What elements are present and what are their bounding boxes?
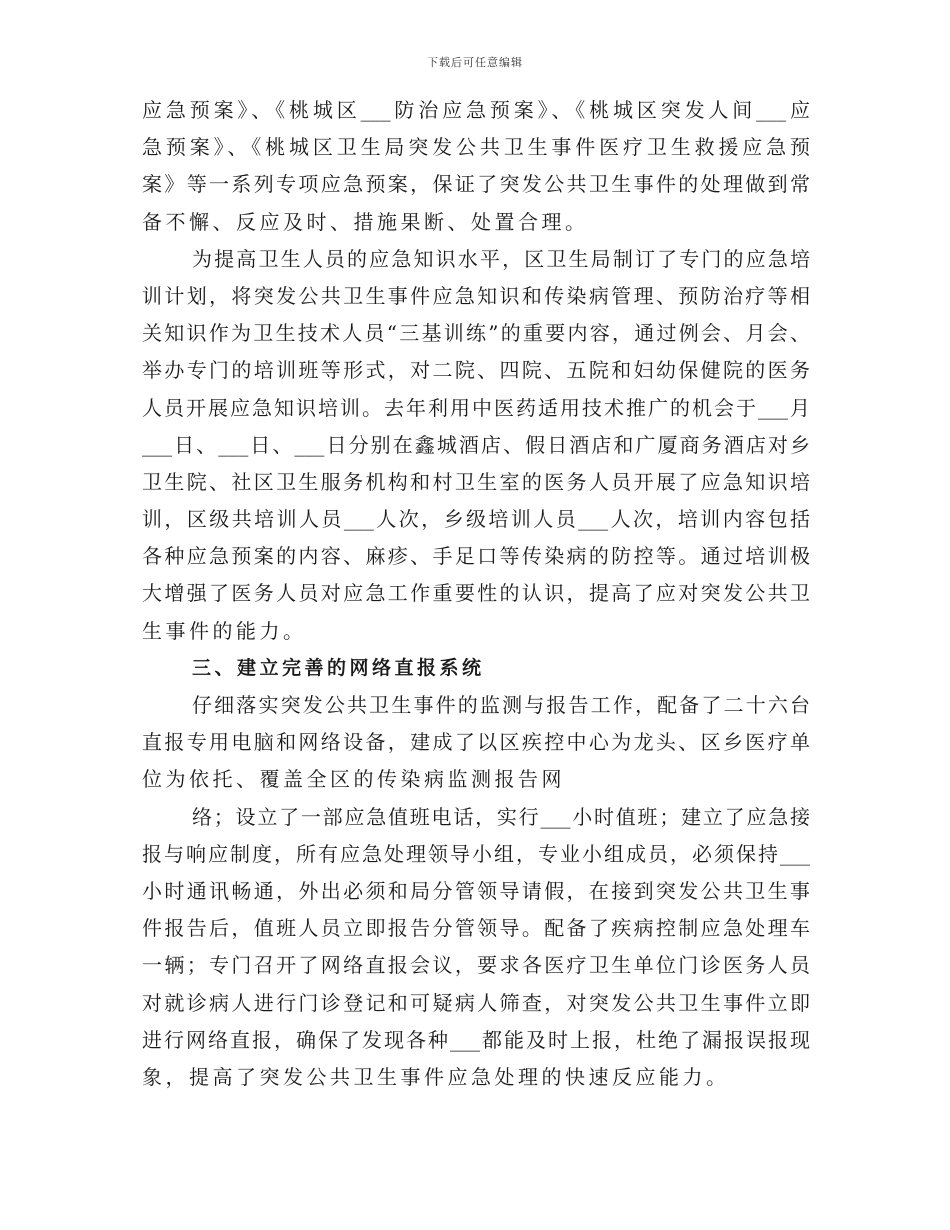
text-line: 一辆；专门召开了网络直报会议，要求各医疗卫生单位门诊医务人员	[142, 953, 810, 978]
text-line: 生事件的能力。	[142, 618, 307, 643]
text-line: 各种应急预案的内容、麻疹、手足口等传染病的防控等。通过培训极	[142, 544, 810, 569]
text-line: 人员开展应急知识培训。去年利用中医药适用技术推广的机会于___月	[142, 395, 810, 420]
text-line: 对就诊病人进行门诊登记和可疑病人筛查，对突发公共卫生事件立即	[142, 990, 810, 1015]
text-line: 举办专门的培训班等形式，对二院、四院、五院和妇幼保健院的医务	[142, 358, 810, 383]
text-line: 训计划，将突发公共卫生事件应急知识和传染病管理、预防治疗等相	[142, 283, 810, 308]
text-line: 关知识作为卫生技术人员“三基训练”的重要内容，通过例会、月会、	[142, 321, 810, 346]
page-header: 下载后可任意编辑	[427, 56, 523, 69]
text-line: 备不懈、反应及时、措施果断、处置合理。	[142, 209, 589, 234]
text-line: 案》等一系列专项应急预案，保证了突发公共卫生事件的处理做到常	[142, 172, 810, 197]
section-heading: 三、建立完善的网络直报系统	[192, 656, 485, 679]
text-line: 进行网络直报，确保了发现各种___都能及时上报，杜绝了漏报误报现	[142, 1027, 810, 1052]
text-line: 为提高卫生人员的应急知识水平，区卫生局制订了专门的应急培	[192, 246, 810, 271]
text-line: 急预案》、《桃城区卫生局突发公共卫生事件医疗卫生救援应急预	[142, 135, 810, 160]
text-line: 卫生院、社区卫生服务机构和村卫生室的医务人员开展了应急知识培	[142, 469, 810, 494]
text-line: 小时通讯畅通，外出必须和局分管领导请假，在接到突发公共卫生事	[142, 878, 810, 903]
text-line: ___日、___日、___日分别在鑫城酒店、假日酒店和广厦商务酒店对乡	[142, 432, 810, 457]
text-line: 象，提高了突发公共卫生事件应急处理的快速反应能力。	[142, 1064, 730, 1089]
text-line: 络；设立了一部应急值班电话，实行___小时值班；建立了应急接	[192, 804, 810, 829]
text-line: 大增强了医务人员对应急工作重要性的认识，提高了应对突发公共卫	[142, 581, 810, 606]
text-line: 仔细落实突发公共卫生事件的监测与报告工作，配备了二十六台	[192, 693, 810, 717]
text-line: 应急预案》、《桃城区___防治应急预案》、《桃城区突发人间___应	[142, 98, 810, 122]
document-body	[142, 92, 810, 1096]
text-line: 报与响应制度，所有应急处理领导小组，专业小组成员，必须保持___	[142, 841, 810, 866]
text-line: 位为依托、覆盖全区的传染病监测报告网	[142, 767, 565, 792]
text-line: 件报告后，值班人员立即报告分管领导。配备了疾病控制应急处理车	[142, 916, 810, 941]
text-line: 训，区级共培训人员___人次，乡级培训人员___人次，培训内容包括	[142, 507, 810, 532]
text-line: 直报专用电脑和网络设备，建成了以区疾控中心为龙头、区乡医疗单	[142, 730, 810, 755]
